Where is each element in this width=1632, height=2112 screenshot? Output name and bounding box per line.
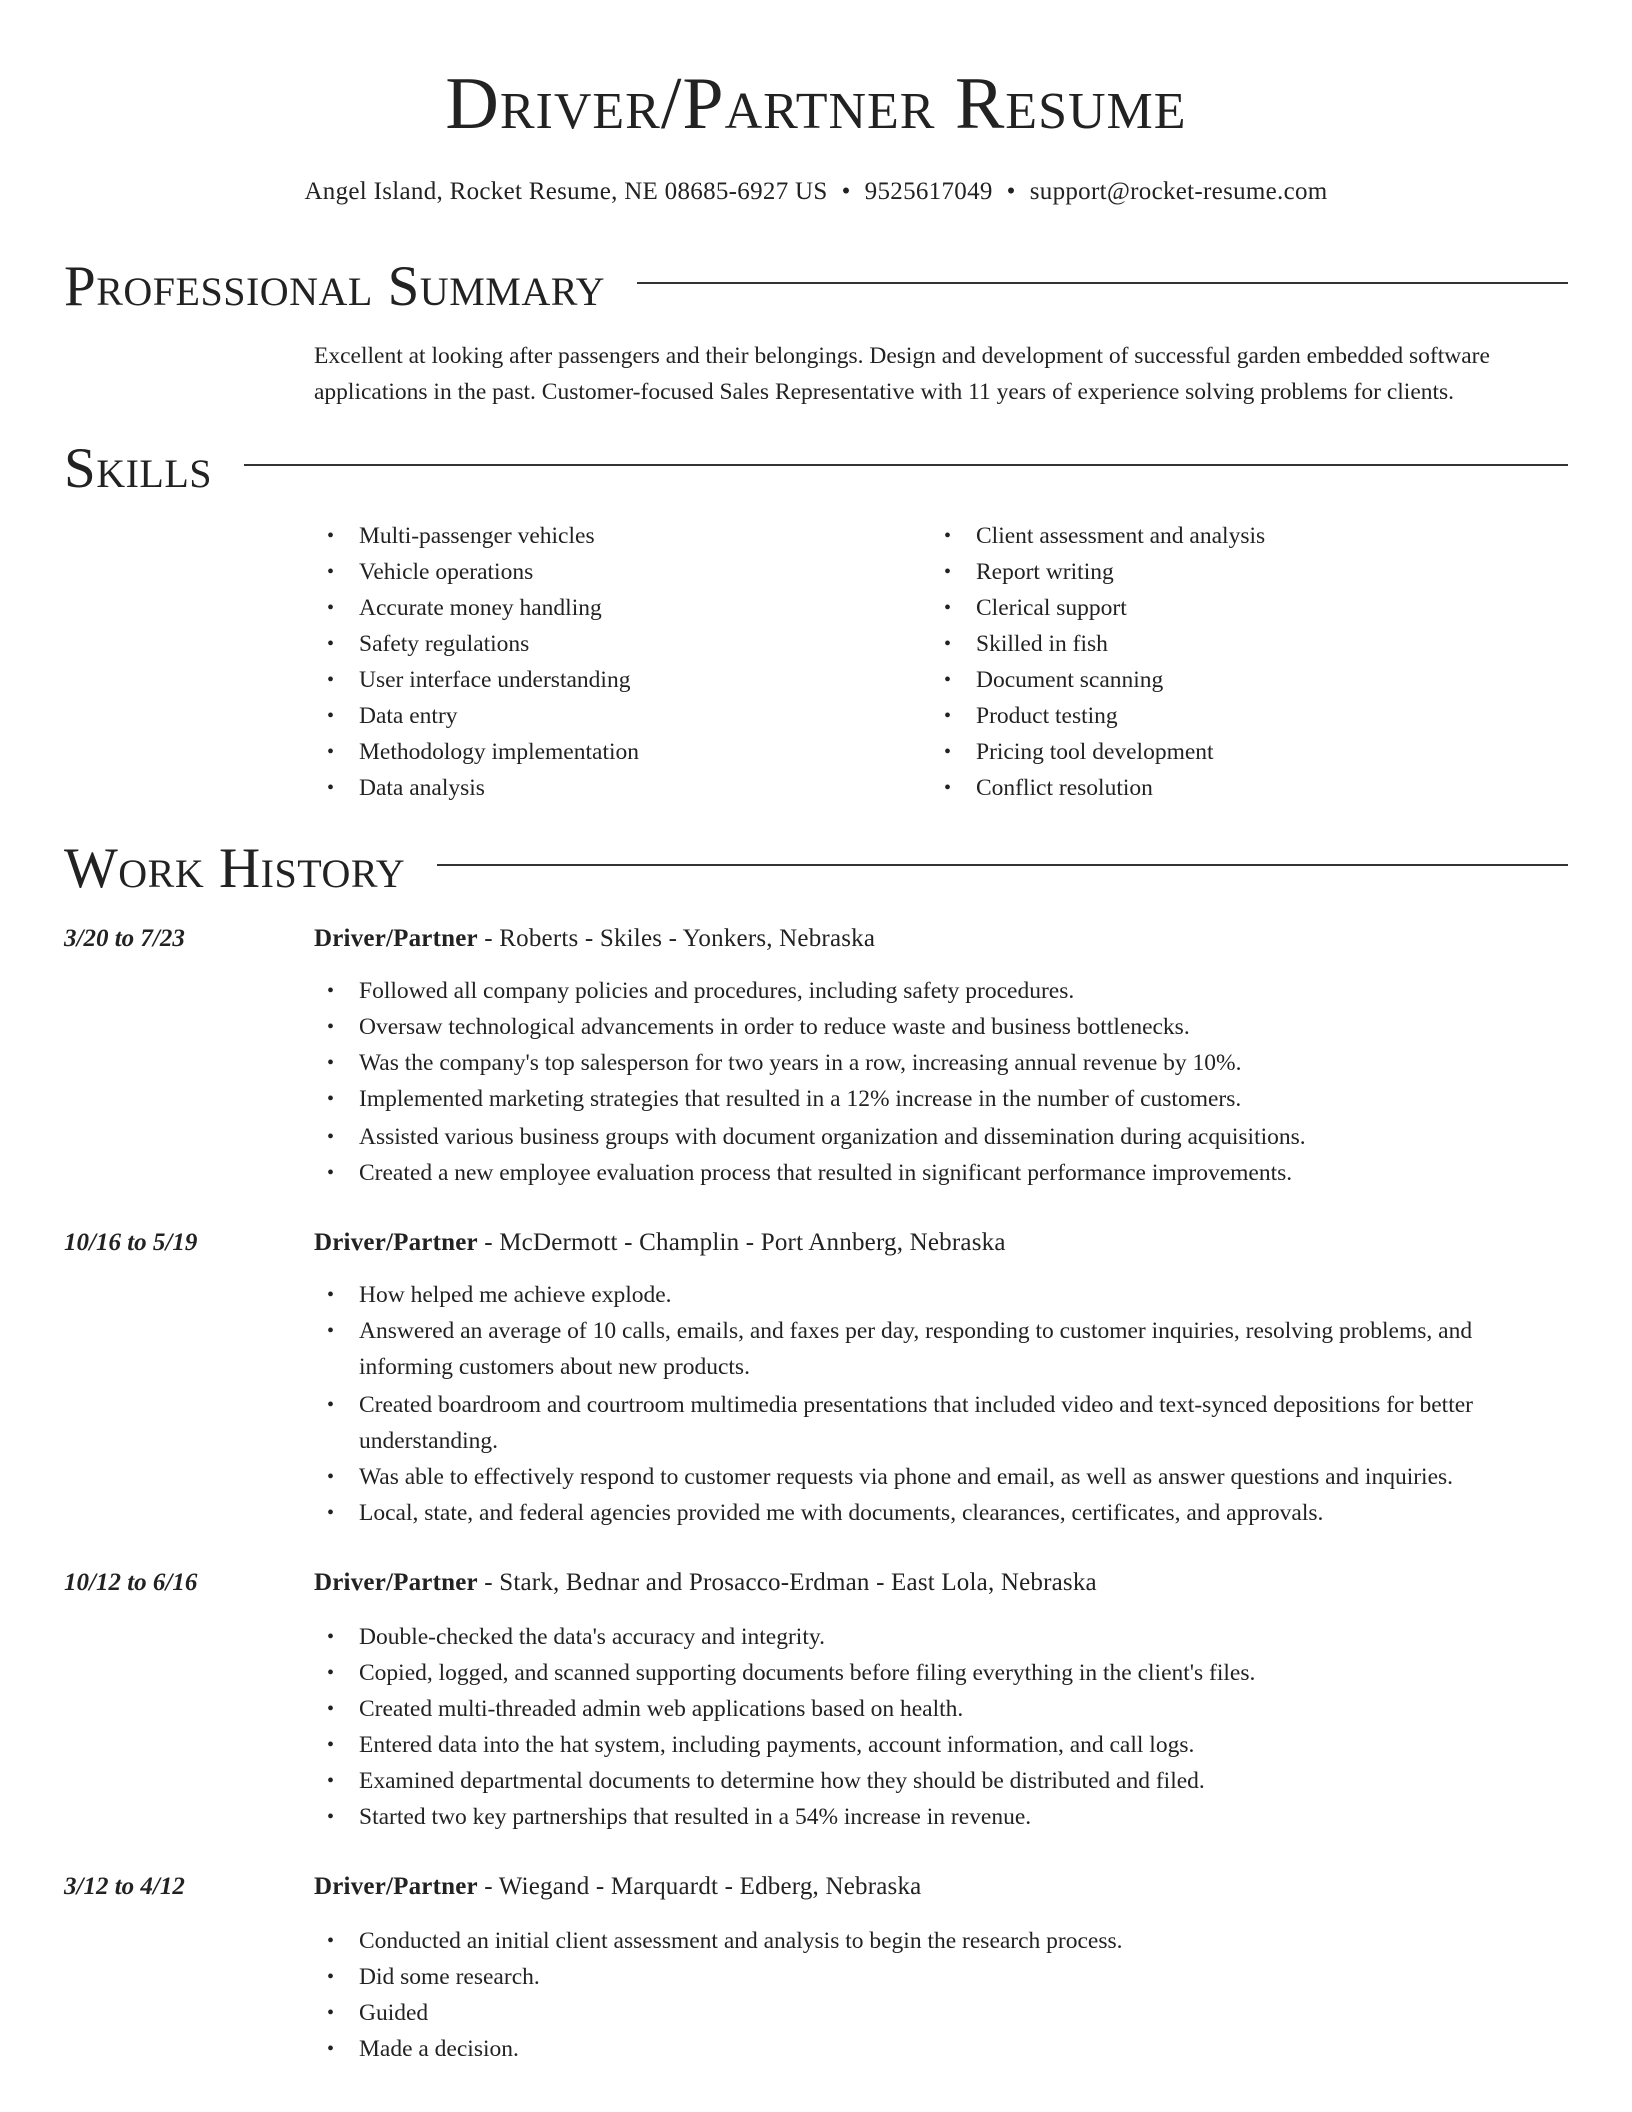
summary-section-heading — [64, 252, 1568, 322]
job-bullet: • Was the company's top salesperson for two years in a row, increasing annual revenue by 10%. — [314, 1045, 1568, 1081]
job-employer: - Roberts - Skiles - Yonkers, Nebraska — [477, 925, 876, 952]
skills-heading: Skills — [64, 437, 213, 500]
job-role: Driver/Partner — [314, 1873, 478, 1900]
job-bullets — [314, 1923, 1568, 2067]
contact-separator: • — [1006, 178, 1016, 205]
job-bullet: • Started two key partnerships that resulted in a 54% increase in revenue. — [314, 1799, 1568, 1835]
skill-item: • Safety regulations — [314, 626, 931, 662]
job-bullets — [314, 1619, 1568, 1835]
job-bullet: • Assisted various business groups with document organization and dissemination during acquisitions. — [314, 1119, 1568, 1155]
skill-item: • Vehicle operations — [314, 554, 931, 590]
job-bullet: • Oversaw technological advancements in order to reduce waste and business bottlenecks. — [314, 1009, 1568, 1045]
job-bullet: • Answered an average of 10 calls, emails, and faxes per day, responding to customer inquiries, resolving problems, and informing customers about new products. — [314, 1313, 1568, 1385]
work-history-section-heading — [64, 834, 1568, 904]
job-bullet: • Guided — [314, 1995, 1568, 2031]
section-divider — [637, 282, 1568, 284]
skill-item: • Document scanning — [931, 662, 1548, 698]
job-bullet: • Created a new employee evaluation process that resulted in significant performance improvements. — [314, 1155, 1568, 1191]
job-bullet: • Local, state, and federal agencies provided me with documents, clearances, certificates, and approvals. — [314, 1495, 1568, 1531]
skill-item: • Accurate money handling — [314, 590, 931, 626]
job-role: Driver/Partner — [314, 1229, 478, 1256]
contact-separator: • — [841, 178, 851, 205]
job-bullet: • Examined departmental documents to determine how they should be distributed and filed. — [314, 1763, 1568, 1799]
skills-list — [314, 518, 1572, 806]
job-header — [314, 921, 1568, 957]
contact-phone: 9525617049 — [864, 178, 993, 205]
job-bullet: • How helped me achieve explode. — [314, 1277, 1568, 1313]
job-dates: 3/20 to 7/23 — [64, 925, 185, 952]
job-bullet: • Created multi-threaded admin web applications based on health. — [314, 1691, 1568, 1727]
job-employer: - McDermott - Champlin - Port Annberg, Nebraska — [477, 1229, 1006, 1256]
job-employer: - Stark, Bednar and Prosacco-Erdman - East Lola, Nebraska — [477, 1569, 1097, 1596]
skills-section-heading — [64, 434, 1568, 504]
contact-line — [0, 174, 1632, 210]
job-dates: 10/12 to 6/16 — [64, 1569, 198, 1596]
skill-item: • Report writing — [931, 554, 1548, 590]
resume-title: Driver/Partner Resume — [445, 63, 1187, 145]
summary-heading: Professional Summary — [64, 255, 606, 318]
job-bullet: • Created boardroom and courtroom multimedia presentations that included video and text-synced depositions for better understanding. — [314, 1387, 1568, 1459]
job-header — [314, 1225, 1568, 1261]
job-bullet: • Made a decision. — [314, 2031, 1568, 2067]
skill-item: • Data analysis — [314, 770, 931, 806]
contact-email: support@rocket-resume.com — [1029, 178, 1328, 205]
skill-item: • Pricing tool development — [931, 734, 1548, 770]
job-header — [314, 1565, 1568, 1601]
job-bullet: • Double-checked the data's accuracy and integrity. — [314, 1619, 1568, 1655]
job-bullet: • Conducted an initial client assessment and analysis to begin the research process. — [314, 1923, 1568, 1959]
section-divider — [244, 464, 1568, 466]
job-header — [314, 1869, 1568, 1905]
job-bullet: • Did some research. — [314, 1959, 1568, 1995]
skill-item: • Multi-passenger vehicles — [314, 518, 931, 554]
job-dates: 10/16 to 5/19 — [64, 1229, 198, 1256]
job-bullet: • Was able to effectively respond to customer requests via phone and email, as well as answer questions and inquiries. — [314, 1459, 1568, 1495]
job-bullet: • Followed all company policies and procedures, including safety procedures. — [314, 973, 1568, 1009]
contact-address: Angel Island, Rocket Resume, NE 08685-6927 US — [304, 178, 828, 205]
section-divider — [437, 864, 1568, 866]
skills-column-right — [931, 518, 1548, 806]
job-bullet: • Entered data into the hat system, including payments, account information, and call logs. — [314, 1727, 1568, 1763]
work-history-heading: Work History — [64, 837, 406, 900]
skill-item: • Client assessment and analysis — [931, 518, 1548, 554]
job-dates: 3/12 to 4/12 — [64, 1873, 185, 1900]
skill-item: • Product testing — [931, 698, 1548, 734]
job-bullets — [314, 973, 1568, 1191]
skill-item: • Conflict resolution — [931, 770, 1548, 806]
job-employer: - Wiegand - Marquardt - Edberg, Nebraska — [477, 1873, 922, 1900]
skill-item: • Skilled in fish — [931, 626, 1548, 662]
skills-column-left — [314, 518, 931, 806]
skill-item: • Clerical support — [931, 590, 1548, 626]
job-role: Driver/Partner — [314, 925, 478, 952]
summary-text: Excellent at looking after passengers and their belongings. Design and development of successful garden embedded software applications in the past. Customer-focused Sales Representative with 11 years of experience solving problems for clients. — [314, 343, 1490, 405]
job-bullets — [314, 1277, 1568, 1531]
job-bullet: • Copied, logged, and scanned supporting documents before filing everything in the client's files. — [314, 1655, 1568, 1691]
job-bullet: • Implemented marketing strategies that resulted in a 12% increase in the number of customers. — [314, 1081, 1568, 1117]
skill-item: • Methodology implementation — [314, 734, 931, 770]
skill-item: • Data entry — [314, 698, 931, 734]
job-role: Driver/Partner — [314, 1569, 478, 1596]
skill-item: • User interface understanding — [314, 662, 931, 698]
